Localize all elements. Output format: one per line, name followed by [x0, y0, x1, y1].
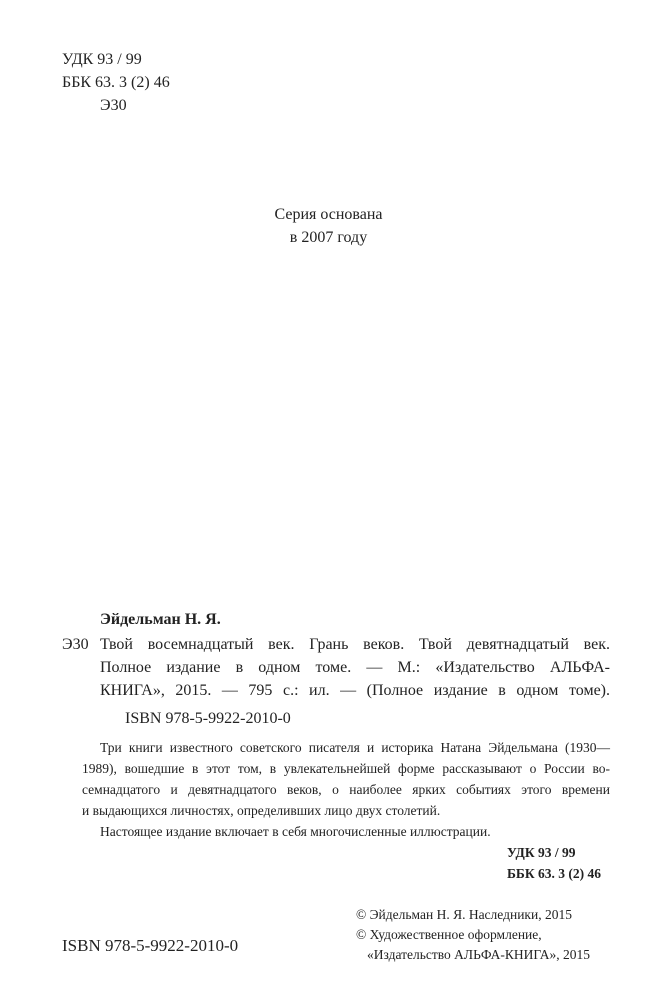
series-line-1: Серия основана [274, 206, 383, 223]
copyright-line-1: © Эйдельман Н. Я. Наследники, 2015 [356, 907, 572, 922]
annotation-line: Три книги известного советского писателя и историка Натана Эйдельмана (1930— [100, 740, 610, 755]
author-code-top: Э30 [100, 97, 127, 114]
bbk-top: ББК 63. 3 (2) 46 [62, 74, 170, 91]
isbn-biblio: ISBN 978-5-9922-2010-0 [125, 710, 291, 727]
bbk-bottom: ББК 63. 3 (2) 46 [507, 866, 602, 881]
biblio-line: КНИГА», 2015. — 795 с.: ил. — (Полное издание в одном томе). [100, 682, 610, 699]
annotation-line: семнадцатого и девятнадцатого веков, о наиболее ярких событиях этого времени [82, 782, 610, 797]
author-code: Э30 [62, 636, 89, 653]
biblio-line: Полное издание в одном томе. — М.: «Издательство АЛЬФА- [100, 659, 610, 676]
annotation-line: 1989), вошедшие в этот том, в увлекательнейшей форме рассказывают о России во- [82, 761, 610, 776]
series-line-2: в 2007 году [289, 229, 368, 246]
isbn-bottom: ISBN 978-5-9922-2010-0 [62, 936, 239, 955]
udk-bottom: УДК 93 / 99 [507, 845, 576, 860]
annotation-line: Настоящее издание включает в себя многочисленные иллюстрации. [100, 824, 491, 839]
copyright-line-3: «Издательство АЛЬФА-КНИГА», 2015 [367, 947, 590, 962]
author-heading: Эйдельман Н. Я. [100, 611, 221, 628]
biblio-line: Твой восемнадцатый век. Грань веков. Твой девятнадцатый век. [100, 636, 610, 653]
copyright-line-2: © Художественное оформление, [356, 927, 542, 942]
udk-top: УДК 93 / 99 [62, 51, 142, 68]
annotation-line: и выдающихся личностях, определивших лицо двух столетий. [82, 803, 441, 818]
